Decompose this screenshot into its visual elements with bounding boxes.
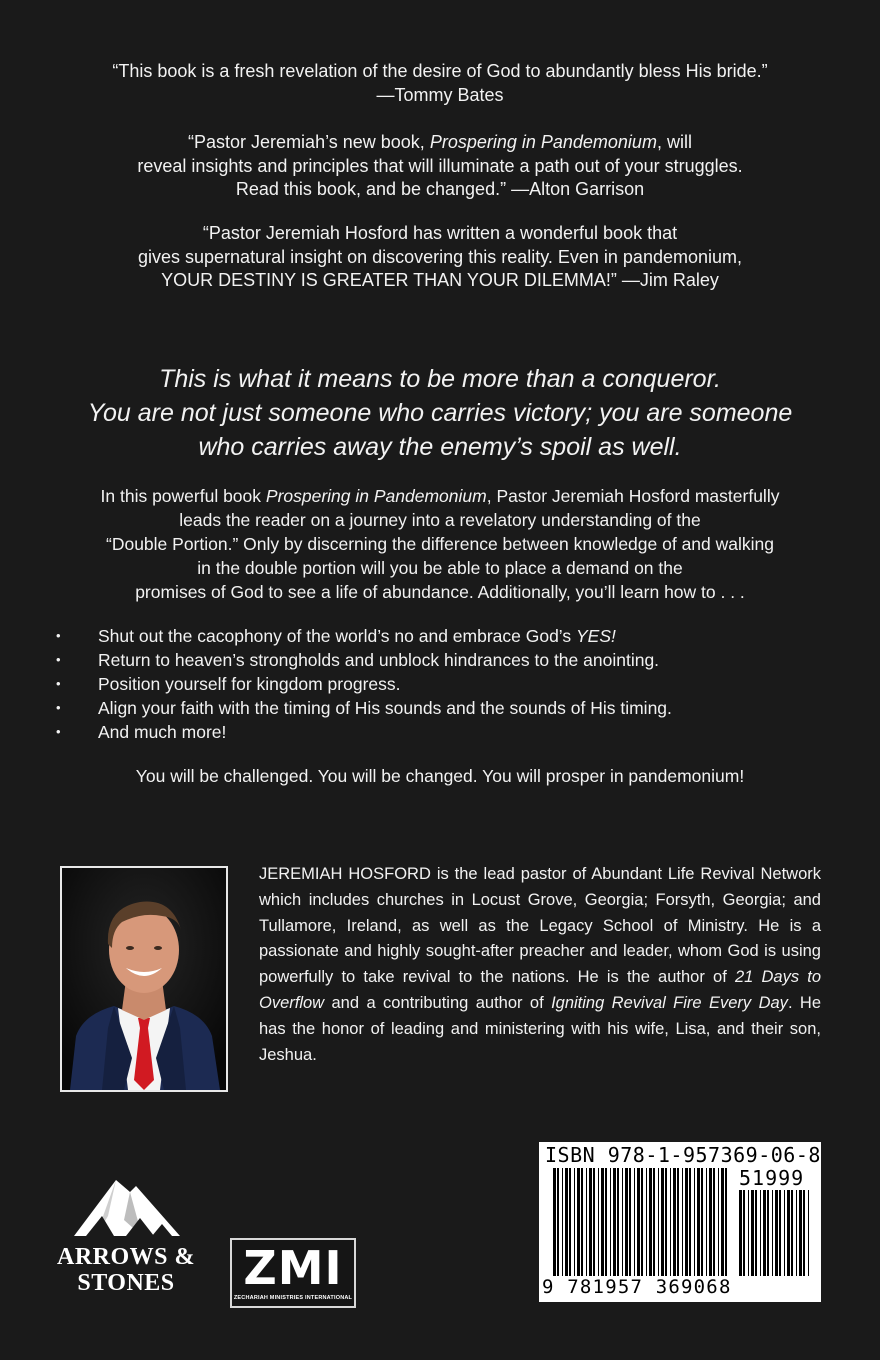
arrows-stones-logo [56,1172,196,1302]
barcode-bar [617,1168,619,1276]
barcode-bar [739,1190,742,1276]
book-title: Igniting Revival Fire Every Day [551,993,788,1012]
barcode-bar [665,1168,667,1276]
isbn-number: ISBN 978-1-957369-06-8 [545,1143,821,1167]
endorsement-line: gives supernatural insight on discovering this reality. Even in pandemonium, [138,246,742,267]
barcode-bar [694,1168,695,1276]
barcode-bar [569,1168,571,1276]
book-title: Prospering in Pandemonium [265,486,487,506]
intro-line: “Double Portion.” Only by discerning the difference between knowledge of and walking [106,534,774,554]
endorsement-bates [60,60,820,107]
author-photo [60,866,228,1092]
barcode-bar [755,1190,757,1276]
barcode-bar [653,1168,655,1276]
barcode-bar [763,1190,766,1276]
barcode-bar [697,1168,700,1276]
barcode-bar [661,1168,664,1276]
list-item: • And much more! [56,720,836,744]
zmi-fullname: ZECHARIAH MINISTRIES INTERNATIONAL [233,1295,353,1301]
barcode-bar [610,1168,611,1276]
closing-statement: You will be challenged. You will be changed. You will prosper in pandemonium! [135,766,745,786]
barcode-bar [577,1168,580,1276]
barcode-bar [748,1190,749,1276]
endorsement-text: “This book is a fresh revelation of the desire of God to abundantly bless His bride.” [112,61,768,81]
book-title: 21 Days to Overflow [259,968,822,1012]
zmi-logo [230,1238,356,1308]
author-bio: JEREMIAH HOSFORD is the lead pastor of Abundant Life Revival Network which includes churches in Locust Grove, Georgia; Forsyth, Georgia; and Tullamore, Ireland, as well as the Legacy School of Ministry. He is a passionate and highly sought-after preacher and leader, whom God is using powerfully to take revival to the nations. He is the author of 21 Days to Overflow and a contributing author of Igniting Revival Fire Every Day. He has the honor of leading and ministering with his wife, Lisa, and their son, Jeshua. [259,865,822,1064]
barcode-bar [673,1168,676,1276]
barcode-bar [701,1168,703,1276]
barcode-bar [598,1168,599,1276]
barcode-bar [808,1190,809,1276]
emphasis: YES! [576,626,616,646]
list-item: • Shut out the cacophony of the world’s no and embrace God’s YES! [56,624,836,648]
barcode-bar [658,1168,659,1276]
barcode-bar [641,1168,643,1276]
ean-number: 9 781957 369068 [542,1276,732,1298]
barcode-bar [629,1168,631,1276]
list-item: • Return to heaven’s strongholds and unblock hindrances to the anointing. [56,648,836,672]
logo-line-2: STONES [77,1270,175,1296]
benefits-list [56,624,836,744]
barcode-bar [772,1190,773,1276]
barcode-bar [574,1168,575,1276]
endorsement-author: —Tommy Bates [376,84,504,105]
intro-line: In this powerful book Prospering in Pandemonium, Pastor Jeremiah Hosford masterfully [100,486,780,506]
intro-line: in the double portion will you be able to place a demand on the [197,558,683,578]
list-item: • Position yourself for kingdom progress. [56,672,836,696]
endorsement-line: “Pastor Jeremiah’s new book, Prospering in Pandemonium, will [188,132,692,152]
endorsement-line: Read this book, and be changed.” —Alton Garrison [235,179,645,199]
endorsement-garrison [60,131,820,202]
intro-line: leads the reader on a journey into a revelatory understanding of the [179,510,701,530]
endorsement-line: YOUR DESTINY IS GREATER THAN YOUR DILEMMA!” —Jim Raley [161,270,719,290]
barcode-bar [725,1168,727,1276]
endorsement-raley [60,222,820,293]
barcode-bar [713,1168,715,1276]
isbn-barcode [539,1142,821,1302]
barcode-bar [646,1168,647,1276]
intro-line: promises of God to see a life of abundance. Additionally, you’ll learn how to . . . [135,582,745,602]
barcode-bar [601,1168,604,1276]
barcode-bar [625,1168,628,1276]
barcode-bar [565,1168,568,1276]
barcode-bar [613,1168,616,1276]
barcode-bar [784,1190,785,1276]
barcode-bar [743,1190,745,1276]
barcode-bar [637,1168,640,1276]
barcode-bar [799,1190,802,1276]
barcode-bar [589,1168,592,1276]
barcode-bar [709,1168,712,1276]
intro-paragraph [40,484,840,604]
barcode-bar [751,1190,754,1276]
logo-line-1: ARROWS & [56,1244,195,1270]
portrait-illustration [62,868,226,1090]
barcode-bar [682,1168,683,1276]
barcode-bar [803,1190,805,1276]
barcode-bar [677,1168,679,1276]
barcode-bar [779,1190,781,1276]
barcode-bar [553,1168,556,1276]
barcode-bar [721,1168,724,1276]
barcode-bar [787,1190,790,1276]
barcode-bar [791,1190,793,1276]
tagline-line: who carries away the enemy’s spoil as well. [198,433,682,461]
tagline-line: You are not just someone who carries victory; you are someone [87,399,793,427]
barcode-bar [634,1168,635,1276]
barcode-bar [593,1168,595,1276]
barcode-bar [796,1190,797,1276]
barcode-bar [557,1168,559,1276]
barcode-bar [649,1168,652,1276]
mountain-icon [56,1176,196,1238]
barcode-bar [586,1168,587,1276]
list-item: • Align your faith with the timing of His sounds and the sounds of His timing. [56,696,836,720]
barcode-bar [581,1168,583,1276]
barcode-bar [562,1168,563,1276]
barcode-bar [605,1168,607,1276]
barcode-bar [775,1190,778,1276]
endorsement-line: “Pastor Jeremiah Hosford has written a wonderful book that [202,223,678,243]
tagline-line: This is what it means to be more than a conqueror. [159,365,721,393]
barcode-bar [767,1190,769,1276]
tagline [30,362,850,464]
barcode-bar [689,1168,691,1276]
book-title: Prospering in Pandemonium [429,132,657,152]
endorsement-line: reveal insights and principles that will illuminate a path out of your struggles. [137,155,743,176]
barcode-bar [670,1168,671,1276]
barcode-bar [718,1168,719,1276]
barcode-bar [622,1168,623,1276]
barcode-bar [760,1190,761,1276]
price-addon-number: 51999 [739,1166,805,1190]
zmi-mark: ZMI [243,1241,343,1295]
barcode-bar [685,1168,688,1276]
barcode-bar [706,1168,707,1276]
